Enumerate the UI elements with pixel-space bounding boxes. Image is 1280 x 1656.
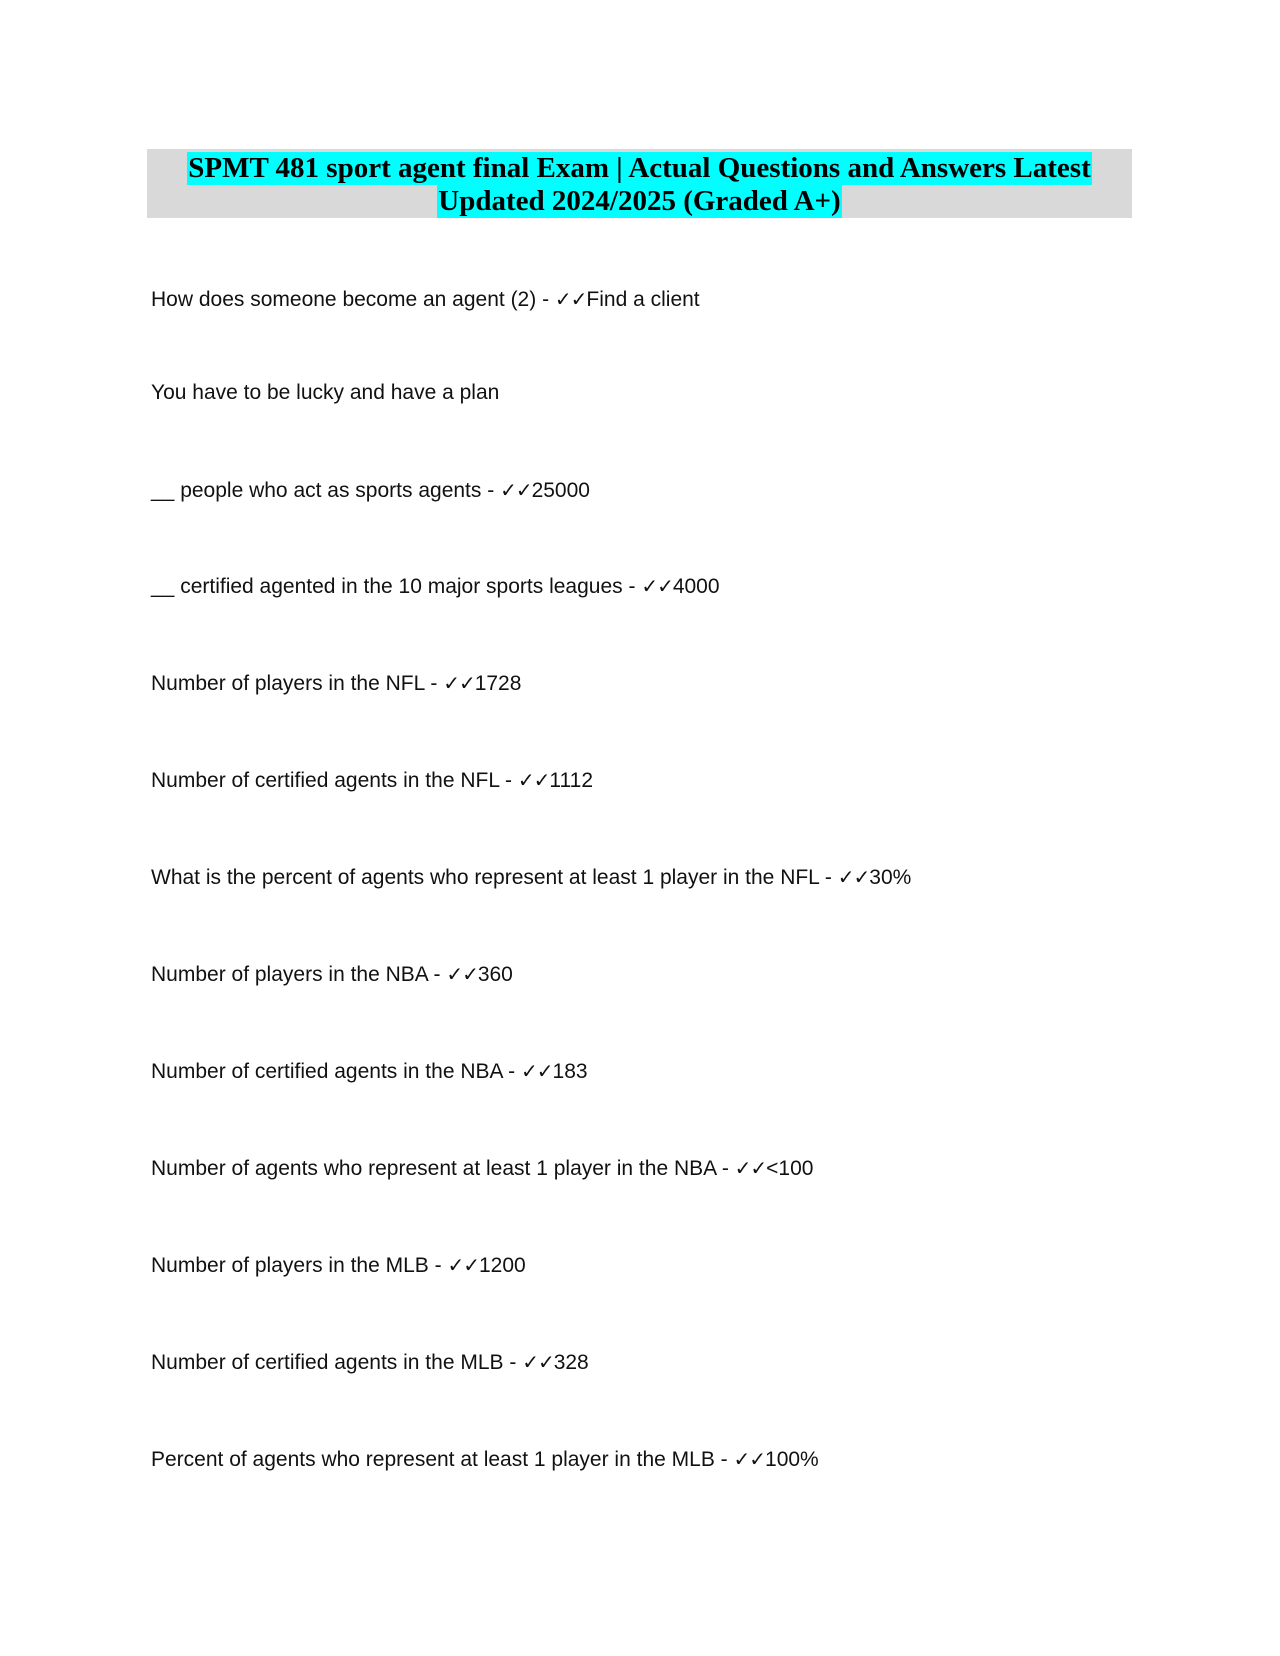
qa-item [151, 1155, 813, 1182]
double-check-icon: ✓✓ [522, 1350, 554, 1374]
double-check-icon: ✓✓ [837, 865, 870, 889]
qa-item [151, 573, 720, 600]
qa-item [151, 961, 513, 988]
answer-text: 1728 [474, 672, 522, 695]
question-text: Number of players in the MLB - [151, 1254, 442, 1277]
answer-text: 183 [552, 1060, 588, 1083]
answer-text: 328 [553, 1351, 589, 1374]
answer-text: <100 [766, 1157, 814, 1180]
qa-item [151, 1058, 588, 1085]
answer-text: 25000 [531, 479, 590, 502]
double-check-icon: ✓✓ [521, 1059, 553, 1083]
double-check-icon: ✓✓ [443, 671, 475, 695]
answer-text: 1112 [549, 769, 594, 792]
question-text: __ people who act as sports agents - [151, 479, 495, 502]
question-text: Number of certified agents in the NFL - [151, 769, 513, 792]
question-text: Number of players in the NBA - [151, 963, 441, 986]
double-check-icon: ✓✓ [446, 962, 478, 986]
qa-item [151, 1349, 589, 1376]
qa-item [151, 477, 590, 504]
title-banner [147, 149, 1132, 218]
double-check-icon: ✓✓ [733, 1447, 766, 1471]
answer-text: 4000 [672, 575, 720, 598]
double-check-icon: ✓✓ [641, 574, 673, 598]
qa-item [151, 1446, 819, 1473]
answer-text: 1200 [478, 1254, 526, 1277]
answer-text: 360 [477, 963, 513, 986]
double-check-icon: ✓✓ [447, 1253, 479, 1277]
document-title-line-2: Updated 2024/2025 (Graded A+) [438, 185, 841, 217]
question-text: How does someone become an agent (2) - [151, 288, 550, 311]
qa-item [151, 767, 593, 794]
qa-item [151, 286, 700, 313]
answer-text: 100% [765, 1448, 819, 1471]
question-text: __ certified agented in the 10 major sports leagues - [151, 575, 636, 598]
question-text: What is the percent of agents who represent at least 1 player in the NFL - [151, 866, 832, 889]
answer-text: You have to be lucky and have a plan [151, 381, 500, 404]
double-check-icon: ✓✓ [554, 287, 587, 311]
question-text: Percent of agents who represent at least 1 player in the MLB - [151, 1448, 728, 1471]
answer-text: 30% [869, 866, 912, 889]
document-title-line-1: SPMT 481 sport agent final Exam | Actual Questions and Answers Latest [188, 152, 1091, 184]
answer-text: Find a client [586, 288, 700, 311]
qa-item [151, 670, 521, 697]
qa-item [151, 864, 911, 891]
question-text: Number of agents who represent at least 1 player in the NBA - [151, 1157, 729, 1180]
question-text: Number of certified agents in the MLB - [151, 1351, 517, 1374]
qa-item [151, 1252, 526, 1279]
question-text: Number of players in the NFL - [151, 672, 438, 695]
question-text: Number of certified agents in the NBA - [151, 1060, 516, 1083]
double-check-icon: ✓✓ [517, 768, 550, 792]
answer-continuation [151, 380, 499, 406]
double-check-icon: ✓✓ [500, 478, 532, 502]
double-check-icon: ✓✓ [734, 1156, 767, 1180]
